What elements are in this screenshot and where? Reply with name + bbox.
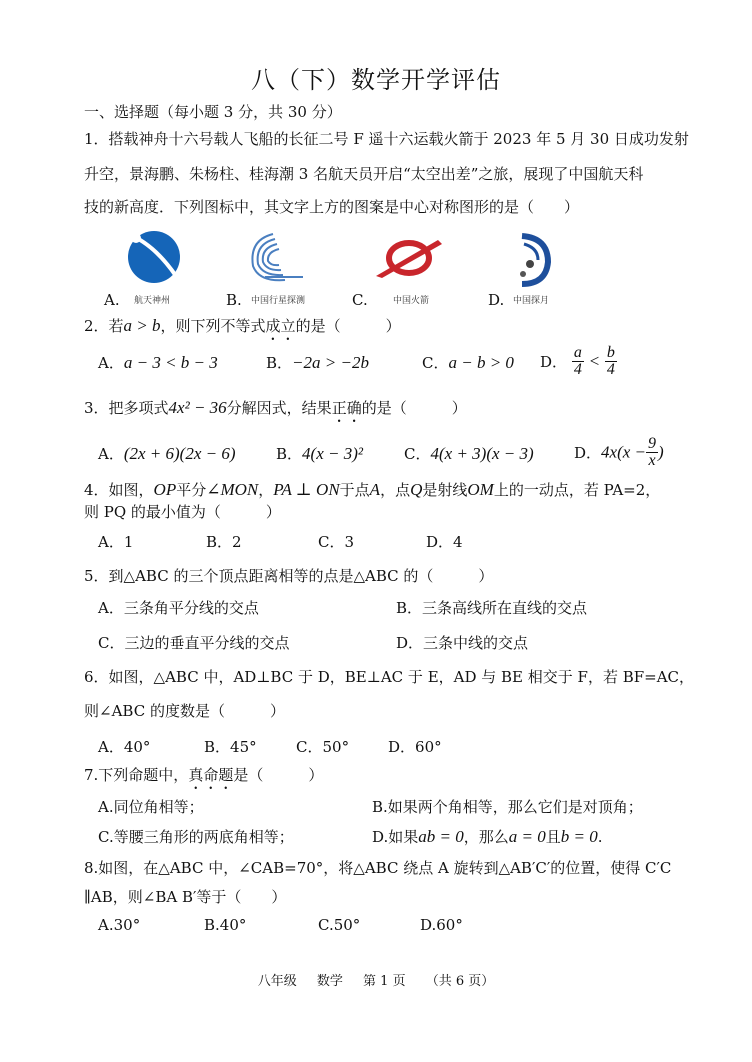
q1-caption-d: 中国探月 bbox=[513, 296, 550, 306]
q4-line2: 则 PQ 的最小值为（ ） bbox=[84, 503, 281, 521]
planet-exploration-logo-icon bbox=[245, 230, 307, 285]
q1-caption-c: 中国火箭 bbox=[393, 296, 430, 306]
footer-page: 第 1 页 bbox=[363, 974, 406, 989]
q4-option-c: C．3 bbox=[318, 533, 355, 551]
q1-option-d: D. bbox=[488, 291, 505, 309]
q8-line1: 8.如图，在△ABC 中，∠CAB=70°，将△ABC 绕点 A 旋转到△AB′C′的位置，使得 C′C bbox=[84, 859, 672, 877]
q2-option-a: A．a − 3 < b − 3 bbox=[98, 353, 218, 372]
q1-option-a: A. bbox=[104, 291, 120, 309]
q6-option-b: B．45° bbox=[204, 738, 257, 756]
q6-option-c: C．50° bbox=[296, 738, 350, 756]
q5-option-a: A．三条角平分线的交点 bbox=[98, 599, 259, 617]
q1-caption-a: 航天神州 bbox=[134, 296, 171, 306]
footer-subject: 数学 bbox=[316, 974, 343, 989]
q8-option-b: B.40° bbox=[204, 916, 247, 934]
q5-option-d: D．三条中线的交点 bbox=[396, 634, 529, 652]
q7-option-b: B.如果两个角相等，那么它们是对顶角； bbox=[372, 798, 643, 816]
q3-option-d: D．4x(x − $\frac{9}{x}$ ) bbox=[574, 435, 664, 469]
q8-option-a: A.30° bbox=[98, 916, 141, 934]
page-title: 八（下）数学开学评估 bbox=[251, 66, 501, 94]
q8-option-c: C.50° bbox=[318, 916, 361, 934]
china-rocket-logo-icon bbox=[374, 236, 444, 280]
q1-line3: 技的新高度．下列图标中，其文字上方的图案是中心对称图形的是（ ） bbox=[84, 198, 580, 216]
q5-option-b: B．三条高线所在直线的交点 bbox=[396, 599, 588, 617]
q6-line1: 6．如图，△ABC 中，AD⊥BC 于 D，BE⊥AC 于 E，AD 与 BE 相交于 F，若 BF=AC， bbox=[84, 668, 695, 686]
q7-stem: 7.下列命题中，真命题是（ ） bbox=[84, 766, 324, 784]
q4-option-a: A．1 bbox=[98, 533, 134, 551]
q3-option-b: B．4(x − 3)² bbox=[276, 444, 363, 463]
q2-option-c: C．a − b > 0 bbox=[422, 353, 514, 372]
q2-stem: 2．若a > b，则下列不等式成立的是（ ） bbox=[84, 316, 401, 335]
q1-caption-b: 中国行星探测 bbox=[251, 296, 306, 306]
q2-option-d: D． $\frac{a}{4}$ < $\frac{b}{4}$ bbox=[540, 344, 615, 378]
section-heading: 一、选择题（每小题 3 分，共 30 分） bbox=[84, 103, 342, 121]
q5-option-c: C．三边的垂直平分线的交点 bbox=[98, 634, 290, 652]
q4-option-b: B．2 bbox=[206, 533, 242, 551]
q8-option-d: D.60° bbox=[420, 916, 463, 934]
q6-option-d: D．60° bbox=[388, 738, 442, 756]
q1-line2: 升空，景海鹏、朱杨柱、桂海潮 3 名航天员开启“太空出差”之旅，展现了中国航天科 bbox=[84, 165, 644, 183]
q2-option-b: B．−2a > −2b bbox=[266, 353, 369, 372]
lunar-exploration-logo-icon bbox=[508, 232, 552, 288]
shenzhou-logo-icon bbox=[124, 226, 184, 286]
q6-option-a: A．40° bbox=[98, 738, 151, 756]
q5-stem: 5．到△ABC 的三个顶点距离相等的点是△ABC 的（ ） bbox=[84, 567, 494, 585]
q8-line2: ∥AB，则∠BA B′等于（ ） bbox=[84, 888, 287, 906]
q1-option-c: C. bbox=[352, 291, 368, 309]
q6-line2: 则∠ABC 的度数是（ ） bbox=[84, 702, 285, 720]
footer-total: （共 6 页） bbox=[425, 974, 495, 989]
q7-option-c: C.等腰三角形的两底角相等； bbox=[98, 828, 294, 846]
footer-grade: 八年级 bbox=[257, 974, 297, 989]
q4-line1: 4．如图，OP平分∠MON，PA ⊥ ON于点A，点Q是射线OM上的一动点，若 PA=2， bbox=[84, 480, 661, 499]
q1-option-b: B. bbox=[226, 291, 242, 309]
q1-line1: 1．搭载神舟十六号载人飞船的长征二号 F 遥十六运载火箭于 2023 年 5 月 30 日成功发射 bbox=[84, 130, 689, 148]
q3-option-c: C．4(x + 3)(x − 3) bbox=[404, 444, 534, 463]
q4-option-d: D．4 bbox=[426, 533, 463, 551]
q3-stem: 3．把多项式4x² − 36分解因式，结果正确的是（ ） bbox=[84, 398, 467, 417]
q7-option-a: A.同位角相等； bbox=[98, 798, 204, 816]
page-footer bbox=[0, 970, 752, 989]
q7-option-d: D.如果ab = 0，那么a = 0且b = 0. bbox=[372, 827, 603, 846]
q3-option-a: A．(2x + 6)(2x − 6) bbox=[98, 444, 236, 463]
